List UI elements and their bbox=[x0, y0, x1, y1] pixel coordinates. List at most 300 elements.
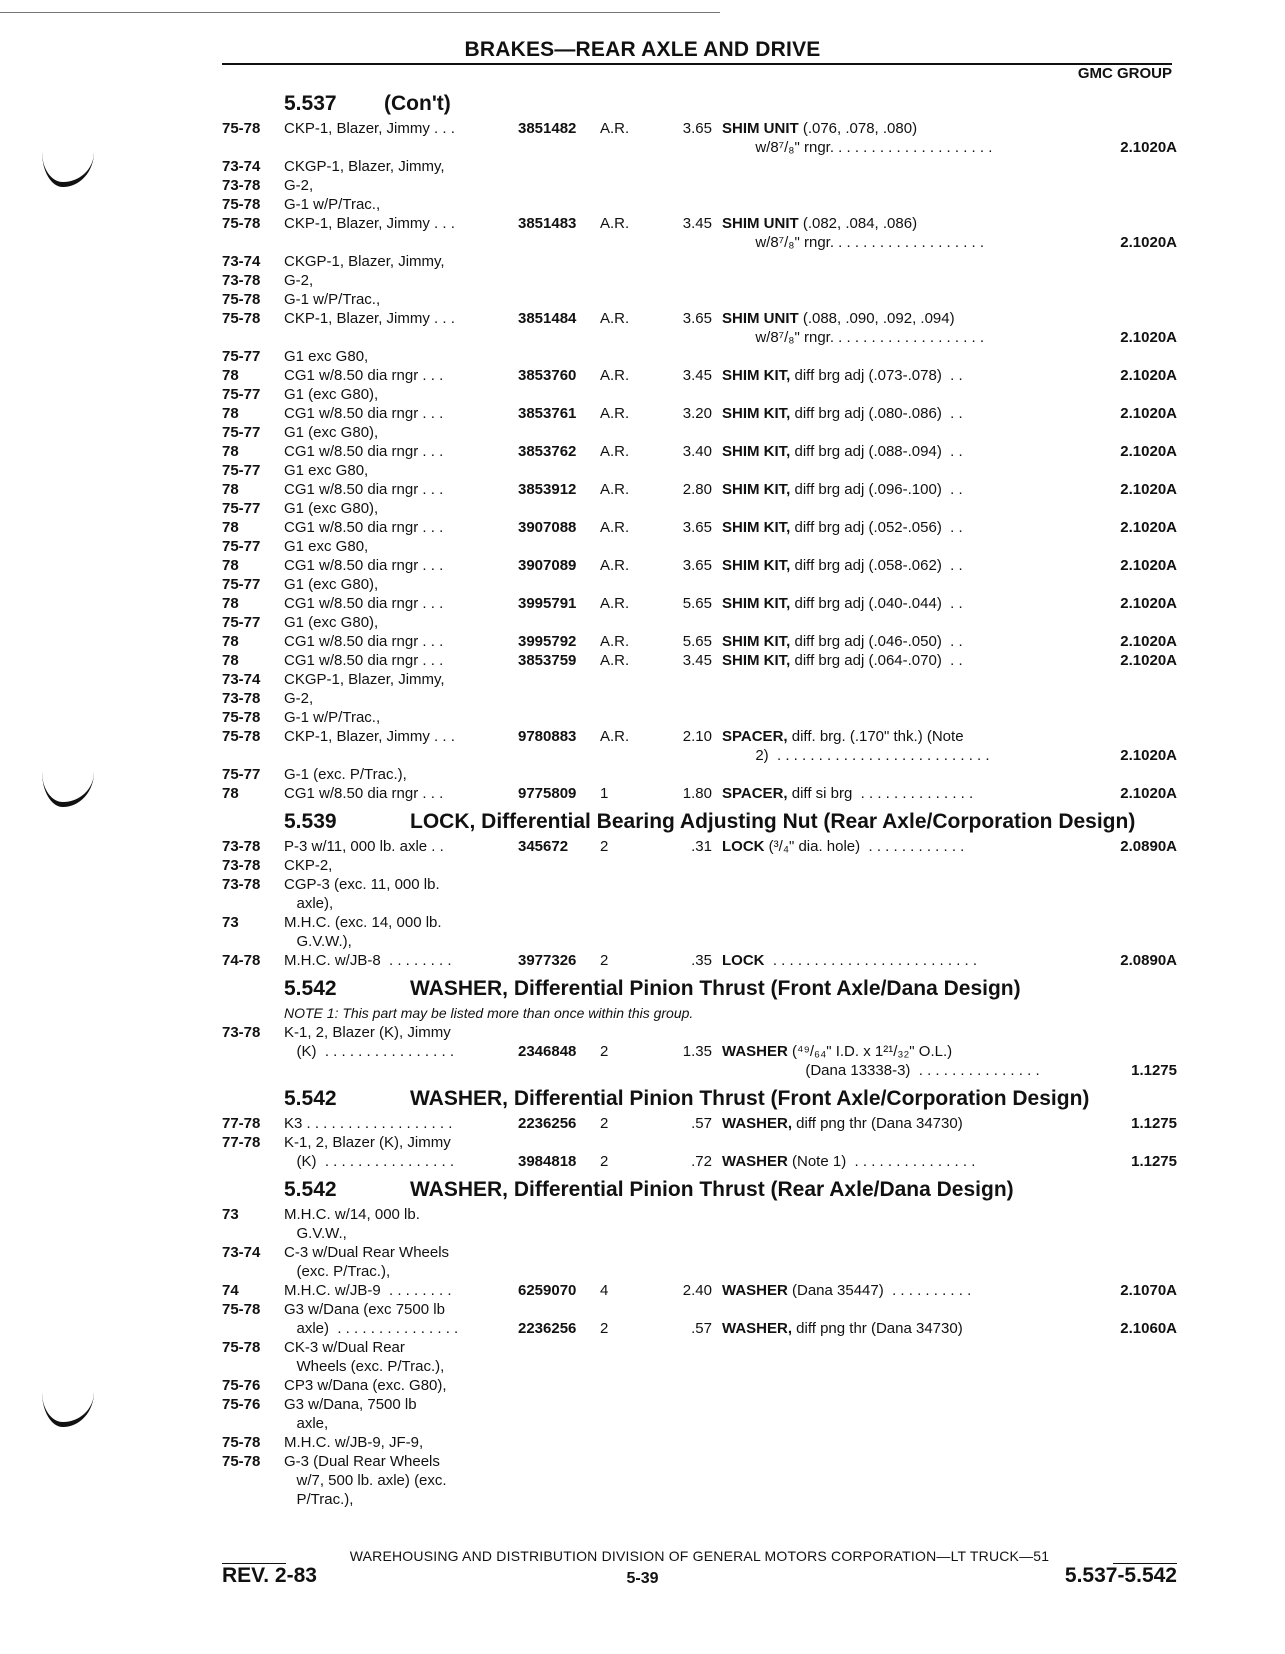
group-number: 1.1275 bbox=[1131, 1153, 1177, 1170]
application: G1 (exc G80), bbox=[284, 576, 379, 593]
application: axle), bbox=[284, 895, 334, 912]
parts-row bbox=[222, 709, 1177, 728]
parts-row bbox=[222, 424, 1177, 443]
parts-row bbox=[222, 291, 1177, 310]
part-name: SHIM KIT, bbox=[722, 481, 791, 498]
parts-row bbox=[222, 1282, 1177, 1301]
model-years: 78 bbox=[222, 595, 239, 612]
parts-row bbox=[222, 690, 1177, 709]
quantity: 2 bbox=[600, 1115, 609, 1132]
quantity: A.R. bbox=[600, 728, 630, 745]
application: G-3 (Dual Rear Wheels bbox=[284, 1453, 440, 1470]
application: G-2, bbox=[284, 177, 314, 194]
part-name: SHIM KIT, bbox=[722, 443, 791, 460]
application: K-1, 2, Blazer (K), Jimmy bbox=[284, 1134, 451, 1151]
model-years: 75-78 bbox=[222, 1453, 261, 1470]
application: CG1 w/8.50 dia rngr . . . bbox=[284, 785, 444, 802]
footer-division: WAREHOUSING AND DISTRIBUTION DIVISION OF GENERAL MOTORS CORPORATION—LT TRUCK—51 bbox=[349, 1548, 1050, 1564]
parts-row bbox=[222, 348, 1177, 367]
section-title: LOCK, Differential Bearing Adjusting Nut (Rear Axle/Corporation Design) bbox=[410, 810, 1136, 833]
quantity: A.R. bbox=[600, 405, 630, 422]
section-heading bbox=[222, 90, 1177, 120]
parts-row bbox=[222, 1263, 1177, 1282]
part-name: SHIM KIT, bbox=[722, 652, 791, 669]
description bbox=[722, 838, 964, 855]
group-number: 2.1020A bbox=[1120, 652, 1177, 669]
part-name: SHIM KIT, bbox=[722, 405, 791, 422]
revision-label: REV. 2-83 bbox=[222, 1564, 317, 1587]
quantity: A.R. bbox=[600, 215, 630, 232]
parts-row bbox=[222, 1434, 1177, 1453]
application: w/7, 500 lb. axle) (exc. bbox=[284, 1472, 447, 1489]
parts-row bbox=[222, 614, 1177, 633]
part-details: (⁴⁹/₆₄" I.D. x 1²¹/₃₂" O.L.) bbox=[787, 1043, 953, 1060]
application: CG1 w/8.50 dia rngr . . . bbox=[284, 405, 444, 422]
description bbox=[722, 1043, 952, 1060]
model-years: 75-78 bbox=[222, 120, 261, 137]
binder-hole-mark bbox=[42, 772, 94, 807]
application: K3 . . . . . . . . . . . . . . . . . . bbox=[284, 1115, 453, 1132]
parts-row bbox=[222, 215, 1177, 234]
quantity: 2 bbox=[600, 1153, 609, 1170]
application: K-1, 2, Blazer (K), Jimmy bbox=[284, 1024, 451, 1041]
parts-row bbox=[222, 747, 1177, 766]
application: M.H.C. w/JB-9, JF-9, bbox=[284, 1434, 424, 1451]
group-number: 2.1020A bbox=[1120, 234, 1177, 251]
part-details: w/8⁷/₈" rngr. . . . . . . . . . . . . . . . . . . bbox=[722, 234, 985, 251]
part-number: 2346848 bbox=[518, 1043, 577, 1060]
application: G.V.W., bbox=[284, 1225, 347, 1242]
description bbox=[722, 1115, 963, 1132]
quantity: 1 bbox=[600, 785, 609, 802]
model-years: 75-78 bbox=[222, 310, 261, 327]
parts-row bbox=[222, 1415, 1177, 1434]
parts-row bbox=[222, 481, 1177, 500]
model-years: 78 bbox=[222, 519, 239, 536]
part-details: (.076, .078, .080) bbox=[798, 120, 918, 137]
part-details: (Note 1) . . . . . . . . . . . . . . . bbox=[787, 1153, 976, 1170]
section-number: 5.537 bbox=[284, 92, 337, 115]
parts-row bbox=[222, 519, 1177, 538]
model-years: 75-77 bbox=[222, 614, 261, 631]
quantity: 2 bbox=[600, 952, 609, 969]
description bbox=[722, 952, 977, 969]
quantity: A.R. bbox=[600, 120, 630, 137]
part-details: diff brg adj (.064-.070) . . bbox=[790, 652, 963, 669]
application: CG1 w/8.50 dia rngr . . . bbox=[284, 519, 444, 536]
description bbox=[722, 367, 963, 384]
part-name: SHIM UNIT bbox=[722, 215, 799, 232]
part-details: diff brg adj (.046-.050) . . bbox=[790, 633, 963, 650]
part-number: 3995791 bbox=[518, 595, 577, 612]
part-details: w/8⁷/₈" rngr. . . . . . . . . . . . . . . . . . . bbox=[722, 329, 985, 346]
model-years: 73-78 bbox=[222, 838, 261, 855]
group-number: 2.0890A bbox=[1120, 838, 1177, 855]
price: 2.10 bbox=[682, 728, 712, 745]
model-years: 73-78 bbox=[222, 177, 261, 194]
part-details: diff png thr (Dana 34730) bbox=[792, 1115, 963, 1132]
quantity: A.R. bbox=[600, 367, 630, 384]
group-number: 2.1060A bbox=[1120, 1320, 1177, 1337]
section-title: (Con't) bbox=[384, 92, 451, 115]
application: (K) . . . . . . . . . . . . . . . . bbox=[284, 1153, 455, 1170]
parts-row bbox=[222, 177, 1177, 196]
parts-row bbox=[222, 576, 1177, 595]
parts-row bbox=[222, 1358, 1177, 1377]
price: 3.65 bbox=[682, 519, 712, 536]
parts-row bbox=[222, 1115, 1177, 1134]
part-details: (Dana 13338-3) . . . . . . . . . . . . . . . bbox=[722, 1062, 1040, 1079]
model-years: 75-78 bbox=[222, 709, 261, 726]
description bbox=[722, 728, 964, 745]
parts-row bbox=[222, 120, 1177, 139]
price: .57 bbox=[691, 1115, 712, 1132]
part-details: diff. brg. (.170" thk.) (Note bbox=[787, 728, 964, 745]
description bbox=[722, 139, 992, 156]
application: G-1 (exc. P/Trac.), bbox=[284, 766, 407, 783]
parts-row bbox=[222, 1225, 1177, 1244]
application: G1 (exc G80), bbox=[284, 614, 379, 631]
application: CKP-1, Blazer, Jimmy . . . bbox=[284, 310, 455, 327]
model-years: 75-77 bbox=[222, 386, 261, 403]
application: CKP-2, bbox=[284, 857, 333, 874]
application: G-2, bbox=[284, 272, 314, 289]
price: 5.65 bbox=[682, 595, 712, 612]
model-years: 73-74 bbox=[222, 671, 261, 688]
parts-row bbox=[222, 1453, 1177, 1472]
application: (K) . . . . . . . . . . . . . . . . bbox=[284, 1043, 455, 1060]
application: CKP-1, Blazer, Jimmy . . . bbox=[284, 215, 455, 232]
model-years: 73-78 bbox=[222, 272, 261, 289]
quantity: 2 bbox=[600, 1043, 609, 1060]
part-details: (.088, .090, .092, .094) bbox=[798, 310, 955, 327]
part-details: diff brg adj (.096-.100) . . bbox=[790, 481, 963, 498]
model-years: 78 bbox=[222, 652, 239, 669]
parts-row bbox=[222, 557, 1177, 576]
parts-row bbox=[222, 876, 1177, 895]
parts-row bbox=[222, 595, 1177, 614]
group-number: 2.1020A bbox=[1120, 633, 1177, 650]
parts-row bbox=[222, 443, 1177, 462]
model-years: 73-74 bbox=[222, 1244, 261, 1261]
application: M.H.C. w/JB-9 . . . . . . . . bbox=[284, 1282, 452, 1299]
parts-row bbox=[222, 500, 1177, 519]
part-name: SHIM KIT, bbox=[722, 633, 791, 650]
part-name: LOCK bbox=[722, 838, 765, 855]
part-name: SHIM KIT, bbox=[722, 557, 791, 574]
model-years: 75-76 bbox=[222, 1396, 261, 1413]
part-details: w/8⁷/₈" rngr. . . . . . . . . . . . . . . . . . . . bbox=[722, 139, 993, 156]
price: 3.65 bbox=[682, 557, 712, 574]
application: CG1 w/8.50 dia rngr . . . bbox=[284, 652, 444, 669]
section-number: 5.542 bbox=[284, 1178, 337, 1201]
parts-row bbox=[222, 914, 1177, 933]
description bbox=[722, 329, 984, 346]
group-number: 1.1275 bbox=[1131, 1062, 1177, 1079]
parts-row bbox=[222, 367, 1177, 386]
part-name: LOCK bbox=[722, 952, 765, 969]
application: CG1 w/8.50 dia rngr . . . bbox=[284, 595, 444, 612]
quantity: 2 bbox=[600, 838, 609, 855]
header-rule bbox=[222, 63, 1172, 65]
application: axle, bbox=[284, 1415, 329, 1432]
part-name: SHIM UNIT bbox=[722, 120, 799, 137]
section-heading bbox=[222, 975, 1177, 1005]
application: G-1 w/P/Trac., bbox=[284, 196, 381, 213]
model-years: 73 bbox=[222, 914, 239, 931]
price: 3.45 bbox=[682, 215, 712, 232]
section-note: NOTE 1: This part may be listed more than once within this group. bbox=[284, 1005, 694, 1021]
part-number: 3853759 bbox=[518, 652, 577, 669]
price: 3.40 bbox=[682, 443, 712, 460]
model-years: 75-78 bbox=[222, 1434, 261, 1451]
section-number: 5.542 bbox=[284, 1087, 337, 1110]
part-number: 3853762 bbox=[518, 443, 577, 460]
description bbox=[722, 785, 973, 802]
parts-row bbox=[222, 1024, 1177, 1043]
application: C-3 w/Dual Rear Wheels bbox=[284, 1244, 450, 1261]
model-years: 78 bbox=[222, 481, 239, 498]
quantity: A.R. bbox=[600, 443, 630, 460]
group-number: 1.1275 bbox=[1131, 1115, 1177, 1132]
price: 2.80 bbox=[682, 481, 712, 498]
part-details: diff png thr (Dana 34730) bbox=[792, 1320, 963, 1337]
application: G1 exc G80, bbox=[284, 462, 369, 479]
price: 1.35 bbox=[682, 1043, 712, 1060]
part-number: 3853761 bbox=[518, 405, 577, 422]
model-years: 78 bbox=[222, 633, 239, 650]
group-number: 2.1020A bbox=[1120, 481, 1177, 498]
model-years: 75-77 bbox=[222, 462, 261, 479]
model-years: 75-78 bbox=[222, 728, 261, 745]
application: G-2, bbox=[284, 690, 314, 707]
parts-row bbox=[222, 1206, 1177, 1225]
part-number: 345672 bbox=[518, 838, 569, 855]
part-details: (.082, .084, .086) bbox=[798, 215, 918, 232]
application: (exc. P/Trac.), bbox=[284, 1263, 391, 1280]
application: CG1 w/8.50 dia rngr . . . bbox=[284, 443, 444, 460]
model-years: 75-77 bbox=[222, 348, 261, 365]
model-years: 75-77 bbox=[222, 766, 261, 783]
description bbox=[722, 310, 955, 327]
price: 5.65 bbox=[682, 633, 712, 650]
group-number: 2.1020A bbox=[1120, 595, 1177, 612]
section-range: 5.537-5.542 bbox=[1064, 1564, 1177, 1587]
parts-row bbox=[222, 1491, 1177, 1510]
binder-hole-mark bbox=[42, 1392, 94, 1427]
quantity: A.R. bbox=[600, 633, 630, 650]
application: Wheels (exc. P/Trac.), bbox=[284, 1358, 445, 1375]
application: axle) . . . . . . . . . . . . . . . bbox=[284, 1320, 459, 1337]
part-name: SHIM KIT, bbox=[722, 595, 791, 612]
model-years: 75-78 bbox=[222, 1301, 261, 1318]
group-number: 2.1020A bbox=[1120, 443, 1177, 460]
part-number: 3853760 bbox=[518, 367, 577, 384]
price: 2.40 bbox=[682, 1282, 712, 1299]
description bbox=[722, 1153, 975, 1170]
model-years: 75-77 bbox=[222, 500, 261, 517]
parts-row bbox=[222, 1062, 1177, 1081]
part-number: 3907088 bbox=[518, 519, 577, 536]
parts-row bbox=[222, 1134, 1177, 1153]
section-heading bbox=[222, 1176, 1177, 1206]
description bbox=[722, 405, 963, 422]
model-years: 75-78 bbox=[222, 196, 261, 213]
group-number: 2.1020A bbox=[1120, 785, 1177, 802]
parts-row bbox=[222, 652, 1177, 671]
application: CKP-1, Blazer, Jimmy . . . bbox=[284, 728, 455, 745]
application: CKGP-1, Blazer, Jimmy, bbox=[284, 158, 445, 175]
part-details: diff brg adj (.058-.062) . . bbox=[790, 557, 963, 574]
parts-row bbox=[222, 386, 1177, 405]
price: .35 bbox=[691, 952, 712, 969]
application: CG1 w/8.50 dia rngr . . . bbox=[284, 481, 444, 498]
quantity: A.R. bbox=[600, 481, 630, 498]
description bbox=[722, 633, 963, 650]
part-details: diff brg adj (.080-.086) . . bbox=[790, 405, 963, 422]
part-number: 3853912 bbox=[518, 481, 577, 498]
part-name: SHIM KIT, bbox=[722, 519, 791, 536]
group-number: 2.1020A bbox=[1120, 139, 1177, 156]
application: G1 (exc G80), bbox=[284, 386, 379, 403]
description bbox=[722, 120, 917, 137]
application: M.H.C. (exc. 14, 000 lb. bbox=[284, 914, 442, 931]
model-years: 74 bbox=[222, 1282, 239, 1299]
parts-row bbox=[222, 196, 1177, 215]
application: CKP-1, Blazer, Jimmy . . . bbox=[284, 120, 455, 137]
part-details: . . . . . . . . . . . . . . . . . . . . . . . . . bbox=[764, 952, 978, 969]
application: G.V.W.), bbox=[284, 933, 352, 950]
model-years: 73-78 bbox=[222, 1024, 261, 1041]
model-years: 78 bbox=[222, 405, 239, 422]
section-number: 5.542 bbox=[284, 977, 337, 1000]
parts-row bbox=[222, 1396, 1177, 1415]
part-details: diff brg adj (.073-.078) . . bbox=[790, 367, 963, 384]
part-details: diff si brg . . . . . . . . . . . . . . bbox=[787, 785, 974, 802]
description bbox=[722, 747, 990, 764]
part-details: diff brg adj (.040-.044) . . bbox=[790, 595, 963, 612]
part-name: SPACER, bbox=[722, 728, 788, 745]
model-years: 74-78 bbox=[222, 952, 261, 969]
model-years: 78 bbox=[222, 557, 239, 574]
model-years: 73-78 bbox=[222, 690, 261, 707]
section-title: WASHER, Differential Pinion Thrust (Front Axle/Corporation Design) bbox=[410, 1087, 1090, 1110]
parts-row bbox=[222, 462, 1177, 481]
quantity: A.R. bbox=[600, 595, 630, 612]
section-heading bbox=[222, 1085, 1177, 1115]
group-number: 2.1070A bbox=[1120, 1282, 1177, 1299]
section-number: 5.539 bbox=[284, 810, 337, 833]
part-number: 6259070 bbox=[518, 1282, 577, 1299]
application: M.H.C. w/14, 000 lb. bbox=[284, 1206, 420, 1223]
application: P-3 w/11, 000 lb. axle . . bbox=[284, 838, 444, 855]
parts-row bbox=[222, 671, 1177, 690]
application: P/Trac.), bbox=[284, 1491, 354, 1508]
model-years: 78 bbox=[222, 785, 239, 802]
parts-row bbox=[222, 329, 1177, 348]
part-name: SHIM UNIT bbox=[722, 310, 799, 327]
price: 3.65 bbox=[682, 120, 712, 137]
parts-row bbox=[222, 158, 1177, 177]
parts-row bbox=[222, 857, 1177, 876]
application: CKGP-1, Blazer, Jimmy, bbox=[284, 253, 445, 270]
model-years: 73-74 bbox=[222, 253, 261, 270]
group-number: 2.1020A bbox=[1120, 557, 1177, 574]
part-name: WASHER, bbox=[722, 1115, 793, 1132]
page-title: BRAKES—REAR AXLE AND DRIVE bbox=[464, 38, 821, 61]
model-years: 78 bbox=[222, 443, 239, 460]
group-number: 2.1020A bbox=[1120, 405, 1177, 422]
part-number: 3984818 bbox=[518, 1153, 577, 1170]
quantity: A.R. bbox=[600, 652, 630, 669]
application: CGP-3 (exc. 11, 000 lb. bbox=[284, 876, 440, 893]
application: CK-3 w/Dual Rear bbox=[284, 1339, 405, 1356]
part-details: 2) . . . . . . . . . . . . . . . . . . . . . . . . . . bbox=[722, 747, 990, 764]
quantity: 4 bbox=[600, 1282, 609, 1299]
description bbox=[722, 595, 963, 612]
part-number: 3851484 bbox=[518, 310, 577, 327]
group-number: 2.1020A bbox=[1120, 367, 1177, 384]
application: G-1 w/P/Trac., bbox=[284, 709, 381, 726]
model-years: 75-77 bbox=[222, 538, 261, 555]
model-years: 78 bbox=[222, 367, 239, 384]
part-number: 3907089 bbox=[518, 557, 577, 574]
model-years: 75-77 bbox=[222, 424, 261, 441]
model-years: 73-78 bbox=[222, 876, 261, 893]
model-years: 75-76 bbox=[222, 1377, 261, 1394]
parts-row bbox=[222, 310, 1177, 329]
part-details: (Dana 35447) . . . . . . . . . . bbox=[787, 1282, 972, 1299]
parts-row bbox=[222, 933, 1177, 952]
model-years: 73-78 bbox=[222, 857, 261, 874]
parts-row bbox=[222, 633, 1177, 652]
page-number: 5-39 bbox=[626, 1570, 659, 1587]
description bbox=[722, 557, 963, 574]
parts-row bbox=[222, 1377, 1177, 1396]
parts-row bbox=[222, 1301, 1177, 1320]
part-number: 3977326 bbox=[518, 952, 577, 969]
model-years: 73-74 bbox=[222, 158, 261, 175]
part-name: SPACER, bbox=[722, 785, 788, 802]
description bbox=[722, 443, 963, 460]
price: .72 bbox=[691, 1153, 712, 1170]
model-years: 77-78 bbox=[222, 1115, 261, 1132]
application: M.H.C. w/JB-8 . . . . . . . . bbox=[284, 952, 452, 969]
application: G-1 w/P/Trac., bbox=[284, 291, 381, 308]
group-number: 2.1020A bbox=[1120, 329, 1177, 346]
price: .57 bbox=[691, 1320, 712, 1337]
application: G1 exc G80, bbox=[284, 348, 369, 365]
model-years: 75-78 bbox=[222, 215, 261, 232]
parts-row bbox=[222, 272, 1177, 291]
application: CKGP-1, Blazer, Jimmy, bbox=[284, 671, 445, 688]
parts-row bbox=[222, 838, 1177, 857]
part-number: 9775809 bbox=[518, 785, 577, 802]
application: G1 (exc G80), bbox=[284, 424, 379, 441]
part-number: 9780883 bbox=[518, 728, 577, 745]
price: 3.65 bbox=[682, 310, 712, 327]
model-years: 75-77 bbox=[222, 576, 261, 593]
part-number: 2236256 bbox=[518, 1115, 577, 1132]
price: 3.20 bbox=[682, 405, 712, 422]
application: G3 w/Dana, 7500 lb bbox=[284, 1396, 417, 1413]
section-title: WASHER, Differential Pinion Thrust (Rear Axle/Dana Design) bbox=[410, 1178, 1014, 1201]
parts-row bbox=[222, 1244, 1177, 1263]
description bbox=[722, 1062, 1040, 1079]
parts-row bbox=[222, 766, 1177, 785]
part-number: 3851483 bbox=[518, 215, 577, 232]
parts-row bbox=[222, 1472, 1177, 1491]
